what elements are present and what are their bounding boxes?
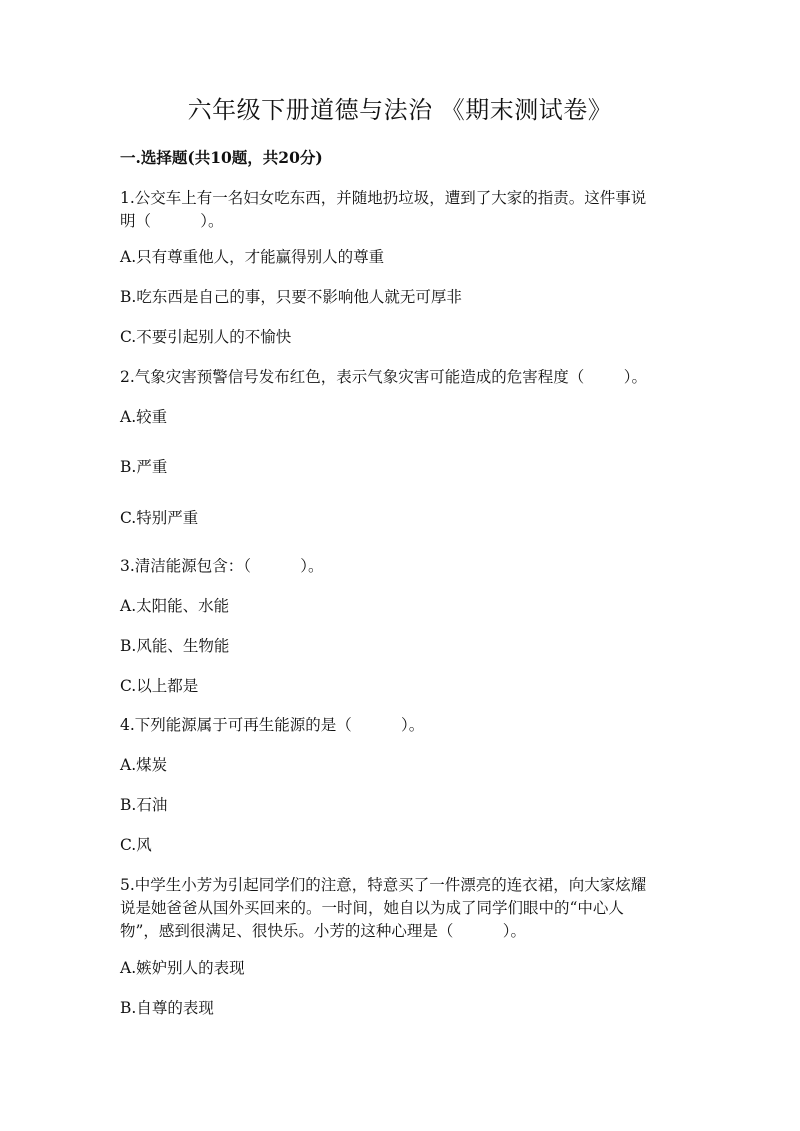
page-title: 六年级下册道德与法治 《期末测试卷》 xyxy=(187,96,613,124)
question-1-option-b: B.吃东西是自己的事，只要不影响他人就无可厚非 xyxy=(120,288,462,306)
section-heading: 一.选择题(共10题，共20分) xyxy=(120,148,323,167)
question-3-stem: 3.清洁能源包含：（ ）。 xyxy=(120,557,324,575)
question-2-stem: 2.气象灾害预警信号发布红色，表示气象灾害可能造成的危害程度（ ）。 xyxy=(120,368,647,386)
question-3-option-c: C.以上都是 xyxy=(120,677,199,695)
question-5-option-a: A.嫉妒别人的表现 xyxy=(120,959,245,977)
question-3-option-a: A.太阳能、水能 xyxy=(120,597,230,615)
question-1-option-a: A.只有尊重他人，才能赢得别人的尊重 xyxy=(120,248,385,266)
question-2-option-c: C.特别严重 xyxy=(120,509,199,527)
question-4-option-a: A.煤炭 xyxy=(120,756,168,774)
question-1-line-1: 1.公交车上有一名妇女吃东西，并随地扔垃圾，遭到了大家的指责。这件事说 xyxy=(120,189,647,207)
question-4-option-c: C.风 xyxy=(120,836,152,854)
question-4-stem: 4.下列能源属于可再生能源的是（ ）。 xyxy=(120,716,425,734)
question-4-option-b: B.石油 xyxy=(120,796,168,814)
question-1-line-2: 明（ ）。 xyxy=(120,212,224,230)
question-5-option-b: B.自尊的表现 xyxy=(120,999,214,1017)
question-1-option-c: C.不要引起别人的不愉快 xyxy=(120,328,292,346)
question-3-option-b: B.风能、生物能 xyxy=(120,637,230,655)
question-5-line-1: 5.中学生小芳为引起同学们的注意，特意买了一件漂亮的连衣裙，向大家炫耀 xyxy=(120,876,647,894)
question-2-option-b: B.严重 xyxy=(120,458,168,476)
question-5-line-3: 物”，感到很满足、很快乐。小芳的这种心理是（ ）。 xyxy=(120,922,526,940)
question-2-option-a: A.较重 xyxy=(120,408,168,426)
question-5-line-2: 说是她爸爸从国外买回来的。一时间，她自以为成了同学们眼中的“中心人 xyxy=(120,899,624,917)
